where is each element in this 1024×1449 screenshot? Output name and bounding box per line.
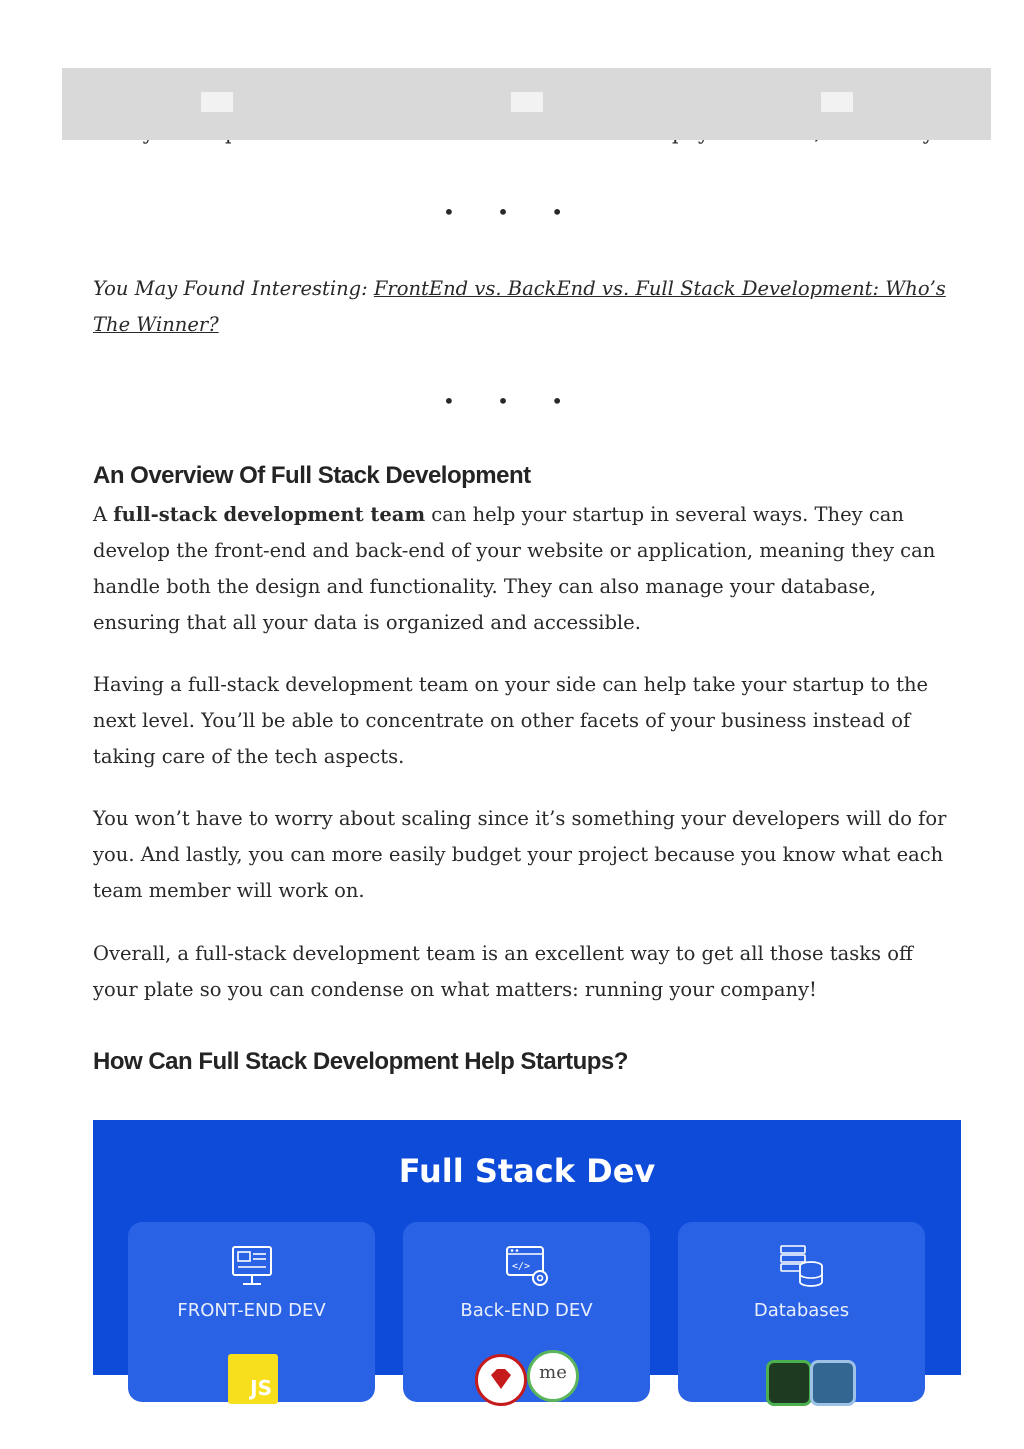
express-logo	[527, 1350, 579, 1402]
toolbar-button-center[interactable]	[511, 92, 543, 112]
p1-text-end: can help your startup in several ways. They can develop the front-end and back-end of your website or application, meaning they can handle both the design and functionality. They can also manage your database, ensuring that all your data is organized and accessible.	[93, 503, 936, 634]
card-databases	[678, 1222, 925, 1402]
card-label: FRONT-END DEV	[177, 1300, 326, 1321]
paragraph-2: Having a full-stack development team on your side can help take your startup to the next level. You’ll be able to concentrate on other facets of your business instead of taking care of the tech aspects.	[93, 673, 929, 768]
related-article-note	[93, 271, 953, 343]
me-logo-text: me	[539, 1362, 567, 1383]
toolbar-button-left[interactable]	[201, 92, 233, 112]
p1-bold-text: full-stack development team	[113, 503, 426, 526]
heading-overview: An Overview Of Full Stack Development	[93, 462, 531, 489]
related-prefix: You May Found Interesting:	[93, 277, 374, 300]
paragraph-4: Overall, a full-stack development team is an excellent way to get all those tasks off your plate so you can condense on what matters: running your company!	[93, 942, 913, 1001]
p1-text-start: A	[93, 503, 114, 526]
figure-title: Full Stack Dev	[398, 1152, 656, 1190]
svg-text:</>: </>	[511, 1261, 530, 1272]
section-separator: • • •	[442, 389, 582, 413]
database-icon	[778, 1242, 826, 1290]
full-stack-figure	[93, 1120, 961, 1400]
card-label: Databases	[753, 1300, 850, 1321]
card-front-end	[128, 1222, 375, 1402]
mongodb-logo	[766, 1360, 812, 1406]
ruby-logo	[475, 1354, 527, 1406]
paragraph-1	[93, 497, 963, 641]
card-label: Back-END DEV	[460, 1300, 593, 1321]
javascript-logo	[228, 1354, 278, 1404]
code-gear-icon	[503, 1242, 551, 1290]
paragraph-3: You won’t have to worry about scaling since it’s something your developers will do for you. And lastly, you can more easily budget your project because you know what each team member will work on.	[93, 807, 947, 902]
js-logo-text: JS	[250, 1376, 272, 1400]
postgresql-logo	[810, 1360, 856, 1406]
monitor-icon	[228, 1242, 276, 1290]
ruby-gem-icon	[478, 1357, 524, 1403]
section-separator: • • •	[442, 200, 582, 224]
toolbar-button-right[interactable]	[821, 92, 853, 112]
related-article-link[interactable]: FrontEnd vs. BackEnd vs. Full Stack Development: Who’s The Winner?	[93, 277, 946, 336]
card-back-end	[403, 1222, 650, 1402]
heading-how-help: How Can Full Stack Development Help Startups?	[93, 1048, 628, 1075]
viewer-toolbar	[62, 68, 991, 140]
